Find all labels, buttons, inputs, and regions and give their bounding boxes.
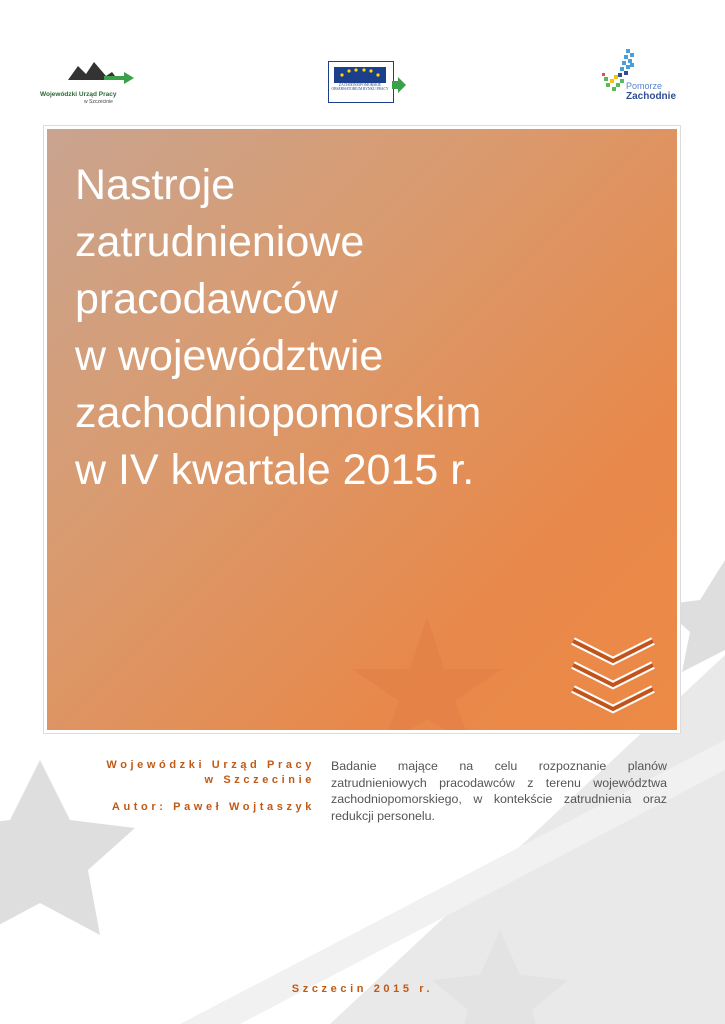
chevron-down-icon (569, 635, 657, 721)
title-line-2: zatrudnieniowe (75, 218, 365, 266)
cover-star-icon (352, 617, 502, 733)
wup-logo (40, 58, 140, 108)
title-line-3: pracodawców (75, 275, 338, 323)
wup-mountain-icon (68, 58, 138, 90)
observatory-logo-text: ZACHODNIOPOMORSKIE OBSERWATORIUM RYNKU PRACY (331, 83, 389, 92)
organization-block (60, 758, 315, 815)
wup-logo-city: w Szczecinie (84, 99, 113, 105)
title-line-1: Nastroje (75, 161, 236, 209)
footer-place-year: Szczecin 2015 r. (291, 983, 434, 995)
title-line-5: zachodniopomorskim (75, 389, 482, 437)
pomorze-zachodnie-logo (600, 47, 685, 105)
document-title (75, 157, 635, 499)
eu-stars-icon (328, 61, 408, 101)
organization-city: w Szczecinie (204, 774, 315, 786)
document-description: Badanie mające na celu rozpoznanie planów zatrudnieniowych pracodawców z terenu województwa zachodniopomorskiego, w kontekście zatrudnienia oraz redukcji personelu. (331, 759, 667, 823)
observatory-logo (328, 61, 408, 106)
region-logo-line1: Pomorze (626, 81, 663, 91)
wup-logo-name: Wojewódzki Urząd Pracy (40, 91, 117, 98)
author-name: Autor: Paweł Wojtaszyk (111, 801, 315, 813)
organization-name: Wojewódzki Urząd Pracy (106, 759, 315, 771)
title-line-4: w województwie (75, 332, 384, 380)
cover-panel (44, 126, 680, 733)
title-line-6: w IV kwartale 2015 r. (75, 446, 475, 494)
region-logo-line2: Zachodnie (626, 91, 677, 102)
